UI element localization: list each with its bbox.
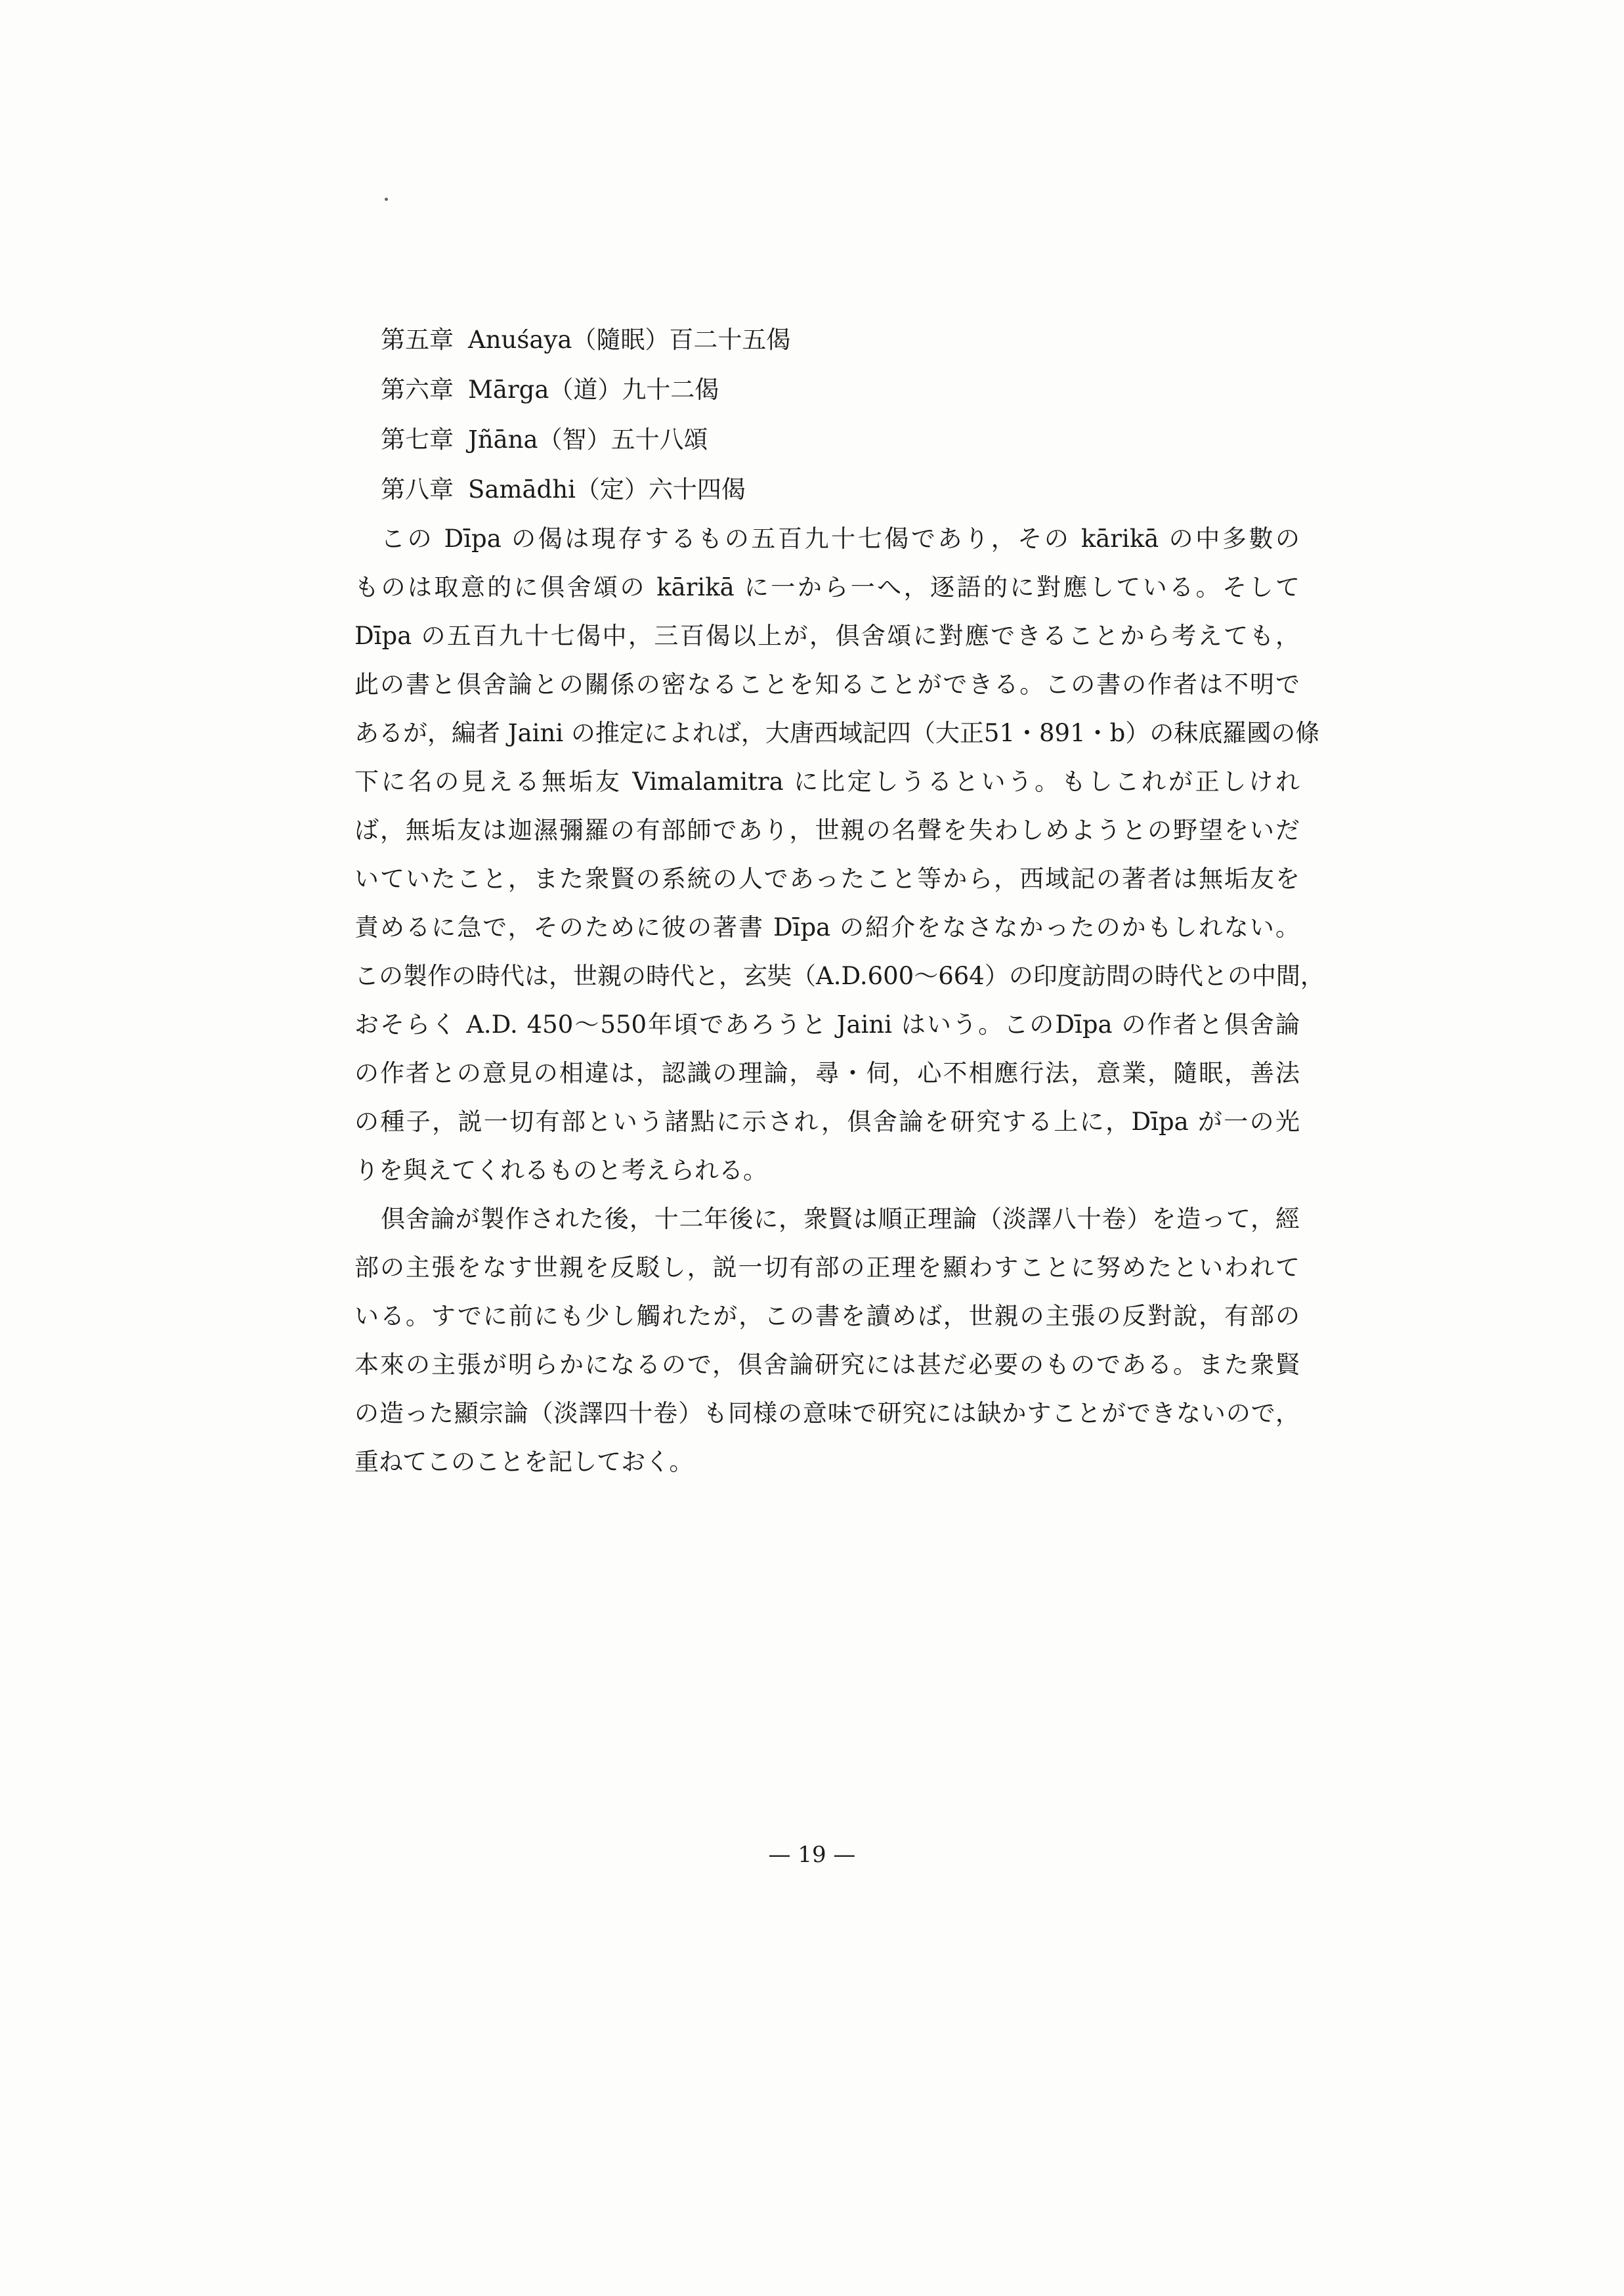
chapter-line xyxy=(354,465,1300,515)
chapter-label: 第六章 xyxy=(381,376,454,404)
chapter-line xyxy=(354,315,1300,365)
text-line: の作者との意見の相違は，認識の理論，尋・伺，心不相應行法，意業，隨眠，善法 xyxy=(354,1059,1300,1087)
text-line: いていたこと，また衆賢の系統の人であったこと等から，西域記の著者は無垢友を xyxy=(354,865,1300,893)
chapter-label: 第七章 xyxy=(381,425,454,454)
text-line: 下に名の見える無垢友 Vimalamitra に比定しうるという。もしこれが正しけれ xyxy=(354,768,1300,796)
text-line: ば，無垢友は迦濕彌羅の有部師であり，世親の名聲を失わしめようとの野望をいだ xyxy=(354,816,1300,844)
body-text xyxy=(354,315,1325,1486)
scan-speck xyxy=(385,198,388,201)
text-line: りを與えてくれるものと考えられる。 xyxy=(354,1156,767,1184)
text-line: ものは取意的に倶舍頌の kārikā に一から一へ，逐語的に對應している。そして xyxy=(354,573,1300,601)
page-number: — 19 — xyxy=(768,1842,856,1868)
text-line: 倶舍論が製作された後，十二年後に，衆賢は順正理論（淡譯八十卷）を造って，經 xyxy=(381,1205,1300,1233)
chapter-text: Mārga（道）九十二偈 xyxy=(468,376,719,404)
chapter-label: 第八章 xyxy=(381,475,454,504)
paragraph-samghabhadra xyxy=(354,1195,1300,1486)
chapter-text: Anuśaya（隨眠）百二十五偈 xyxy=(468,326,791,354)
text-line: あるが，編者 Jaini の推定によれば，大唐西域記四（大正51・891・b）の秣底羅國の條 xyxy=(354,719,1320,747)
text-line: Dīpa の五百九十七偈中，三百偈以上が，倶舍頌に對應できることから考えても， xyxy=(354,622,1300,650)
chapter-line xyxy=(354,415,1300,465)
chapter-text: Jñāna（智）五十八頌 xyxy=(468,425,708,454)
chapter-line xyxy=(354,365,1300,415)
chapter-label: 第五章 xyxy=(381,326,454,354)
text-line: この製作の時代は，世親の時代と，玄奘（A.D.600〜664）の印度訪問の時代との中間， xyxy=(354,962,1325,990)
text-line: 重ねてこのことを記しておく。 xyxy=(354,1448,694,1476)
text-line: 責めるに急で，そのために彼の著書 Dīpa の紹介をなさなかったのかもしれない。 xyxy=(354,913,1300,942)
text-line: の種子，説一切有部という諸點に示され，倶舍論を研究する上に，Dīpa が一の光 xyxy=(354,1108,1300,1136)
text-line: おそらく A.D. 450〜550年頃であろうと Jaini はいう。このDīpa の作者と倶舍論 xyxy=(354,1010,1300,1039)
text-line: いる。すでに前にも少し觸れたが，この書を讀めば，世親の主張の反對說，有部の xyxy=(354,1302,1300,1330)
chapter-list xyxy=(354,315,1300,515)
text-line: 此の書と倶舍論との關係の密なることを知ることができる。この書の作者は不明で xyxy=(354,670,1300,699)
text-line: の造った顯宗論（淡譯四十卷）も同様の意味で研究には缺かすことができないので， xyxy=(354,1399,1300,1427)
chapter-text: Samādhi（定）六十四偈 xyxy=(468,475,746,504)
text-line: 本來の主張が明らかになるので，倶舍論研究には甚だ必要のものである。また衆賢 xyxy=(354,1351,1300,1379)
paragraph-dipa xyxy=(354,515,1325,1195)
text-line: 部の主張をなす世親を反駁し，説一切有部の正理を顯わすことに努めたといわれて xyxy=(354,1253,1300,1282)
text-line: この Dīpa の偈は現存するもの五百九十七偈であり，その kārikā の中多數の xyxy=(381,525,1300,553)
